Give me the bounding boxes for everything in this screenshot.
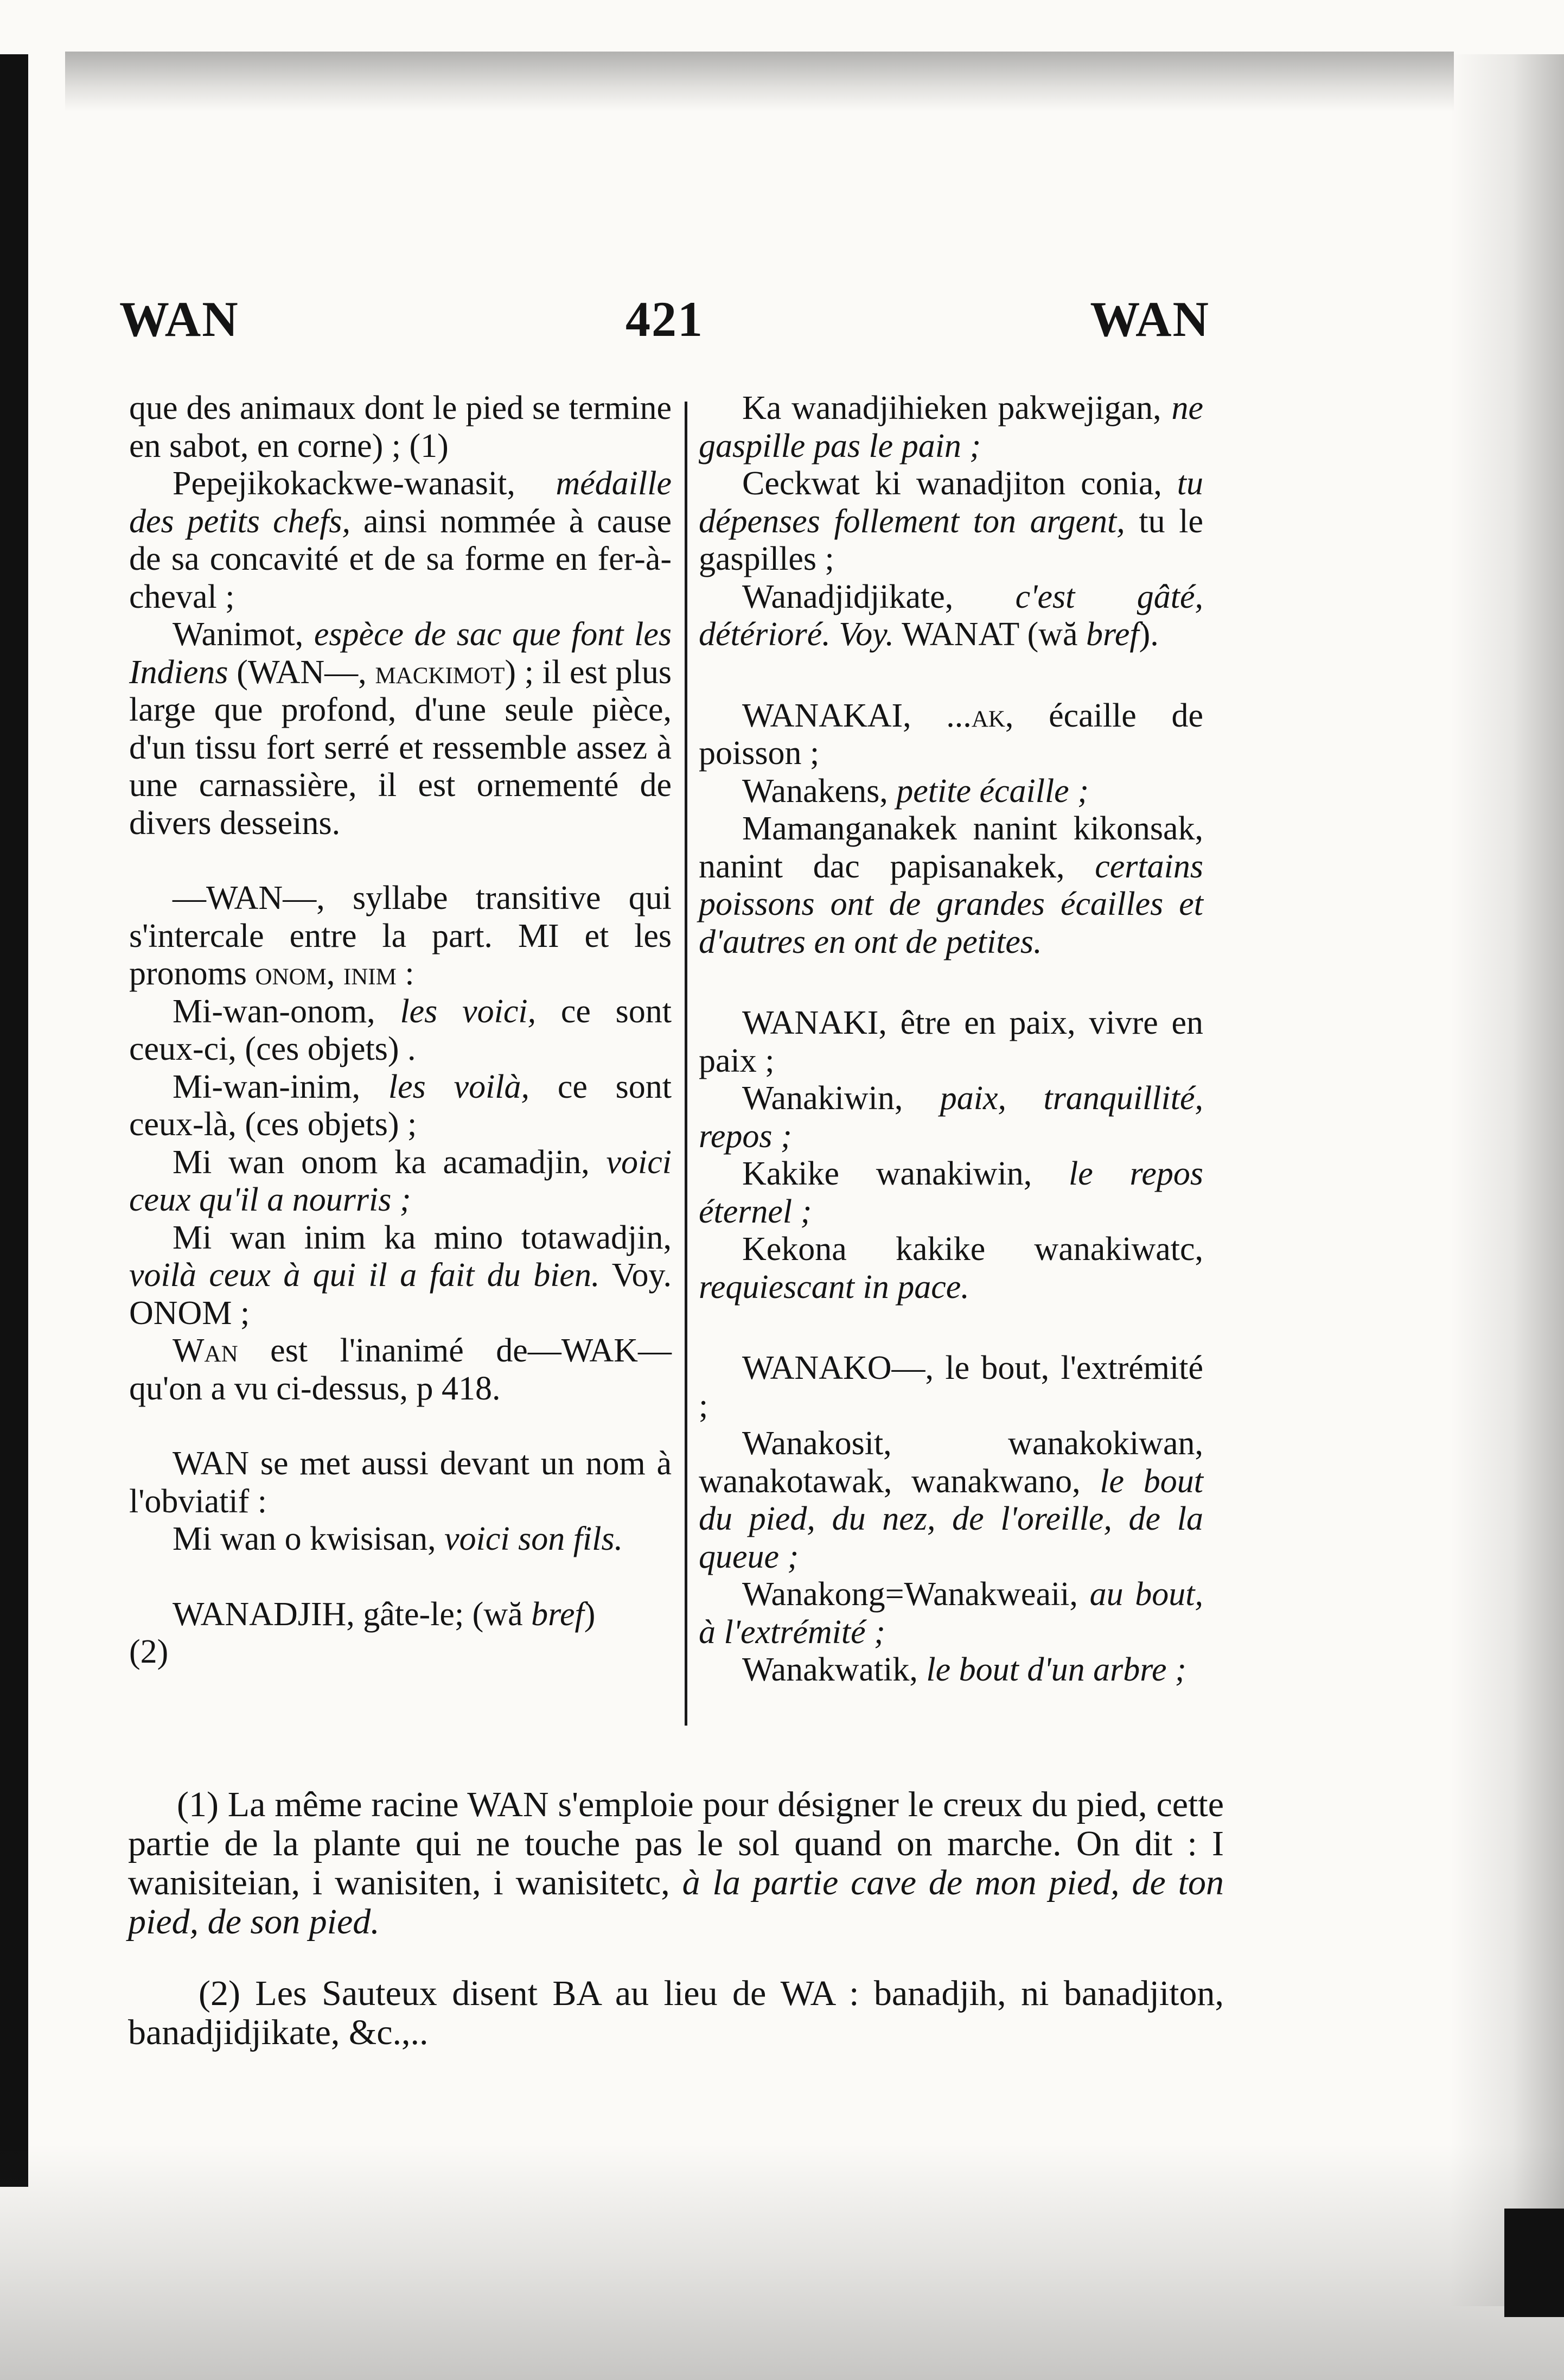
right-column	[699, 390, 1203, 1689]
entry-wanakiwin: Wanakiwin, paix, tranquillité, repos ;	[699, 1080, 1203, 1155]
example-mi-wan-inim: Mi-wan-inim, les voilà, ce sont ceux-là, (ces objets) ;	[129, 1068, 672, 1143]
scan-edge-top	[65, 52, 1454, 111]
footnote-ref-2: (2)	[129, 1633, 169, 1670]
column-rule	[685, 402, 687, 1726]
footnote-1: (1) La même racine WAN s'emploie pour désigner le creux du pied, cette partie de la plante qui ne touche pas le sol quand on marche. On dit : I wanisiteian, i wanisiten, i wanisitetc, à la partie cave de mon pied, de ton pied, de son pied.	[128, 1785, 1224, 1942]
entry-wanaki: WANAKI, être en paix, vivre en paix ;	[699, 1004, 1203, 1079]
page-number: 421	[625, 291, 704, 347]
entry-wanadjih: WANADJIH, gâte-le; (wă bref)	[173, 1595, 596, 1633]
example-totawadjin: Mi wan inim ka mino totawadjin, voilà ceux à qui il a fait du bien. Voy. ONOM ;	[129, 1219, 672, 1332]
example-kwisisan: Mi wan o kwisisan, voici son fils.	[173, 1520, 623, 1557]
entry-wanadjidjikate: Wanadjidjikate, c'est gâté, détérioré. Voy. WANAT (wă bref).	[699, 578, 1203, 653]
left-column	[129, 390, 672, 1671]
scan-edge-right	[1450, 54, 1564, 2306]
entry-wanakwatik: Wanakwatik, le bout d'un arbre ;	[742, 1651, 1186, 1688]
entry-wanako: WANAKO—, le bout, l'extrémité ;	[699, 1350, 1203, 1424]
example-pakwejigan: Ka wanadjihieken pakwejigan, ne gaspille pas le pain ;	[699, 390, 1203, 464]
scan-edge-left	[0, 54, 28, 2187]
entry-wanakai: WANAKAI, ...ak, écaille de poisson ;	[699, 697, 1203, 772]
footnotes	[128, 1785, 1224, 2052]
entry-wanakosit: Wanakosit, wanakokiwan, wanakotawak, wanakwano, le bout du pied, du nez, de l'oreille, de la queue ;	[699, 1425, 1203, 1575]
example-conia: Ceckwat ki wanadjiton conia, tu dépenses follement ton argent, tu le gaspilles ;	[699, 465, 1203, 577]
note-wan-inanimate: Wan est l'inanimé de—WAK— qu'on a vu ci-dessus, p 418.	[129, 1332, 672, 1407]
entry-wanakong: Wanakong=Wanakweaii, au bout, à l'extrémité ;	[699, 1576, 1203, 1651]
entry-pepejikokackwe: Pepejikokackwe-wanasit, médaille des petits chefs, ainsi nommée à cause de sa concavité et de sa forme en fer-à-cheval ;	[129, 465, 672, 615]
scan-corner	[1504, 2209, 1564, 2317]
header-left-word: WAN	[119, 291, 239, 347]
example-acamadjin: Mi wan onom ka acamadjin, voici ceux qu'il a nourris ;	[129, 1143, 672, 1218]
entry-wan-obviative: WAN se met aussi devant un nom à l'obviatif :	[129, 1445, 672, 1520]
entry-continuation: que des animaux dont le pied se termine en sabot, en corne) ; (1)	[129, 390, 672, 464]
running-head	[119, 290, 1210, 350]
header-right-word: WAN	[1090, 291, 1210, 347]
example-kekona: Kekona kakike wanakiwatc, requiescant in pace.	[699, 1231, 1203, 1306]
example-mi-wan-onom: Mi-wan-onom, les voici, ce sont ceux-ci, (ces objets) .	[129, 992, 672, 1067]
footnote-2: (2) Les Sauteux disent BA au lieu de WA : banadjih, ni banadjiton, banadjidjikate, &c.,..	[128, 1974, 1224, 2052]
entry-wan-syllable: —WAN—, syllabe transitive qui s'intercale entre la part. MI et les pronoms onom, inim :	[129, 880, 672, 992]
entry-wanakens: Wanakens, petite écaille ;	[742, 772, 1089, 810]
example-mamanganakek: Mamanganakek nanint kikonsak, nanint dac papisanakek, certains poissons ont de grandes écailles et d'autres en ont de petites.	[699, 810, 1203, 960]
scan-edge-bottom	[0, 2143, 1564, 2380]
example-kakike: Kakike wanakiwin, le repos éternel ;	[699, 1155, 1203, 1230]
entry-wanimot: Wanimot, espèce de sac que font les Indiens (WAN—, mackimot) ; il est plus large que profond, d'une seule pièce, d'un tissu fort serré et ressemble assez à une carnassière, il est ornementé de divers desseins.	[129, 616, 672, 842]
